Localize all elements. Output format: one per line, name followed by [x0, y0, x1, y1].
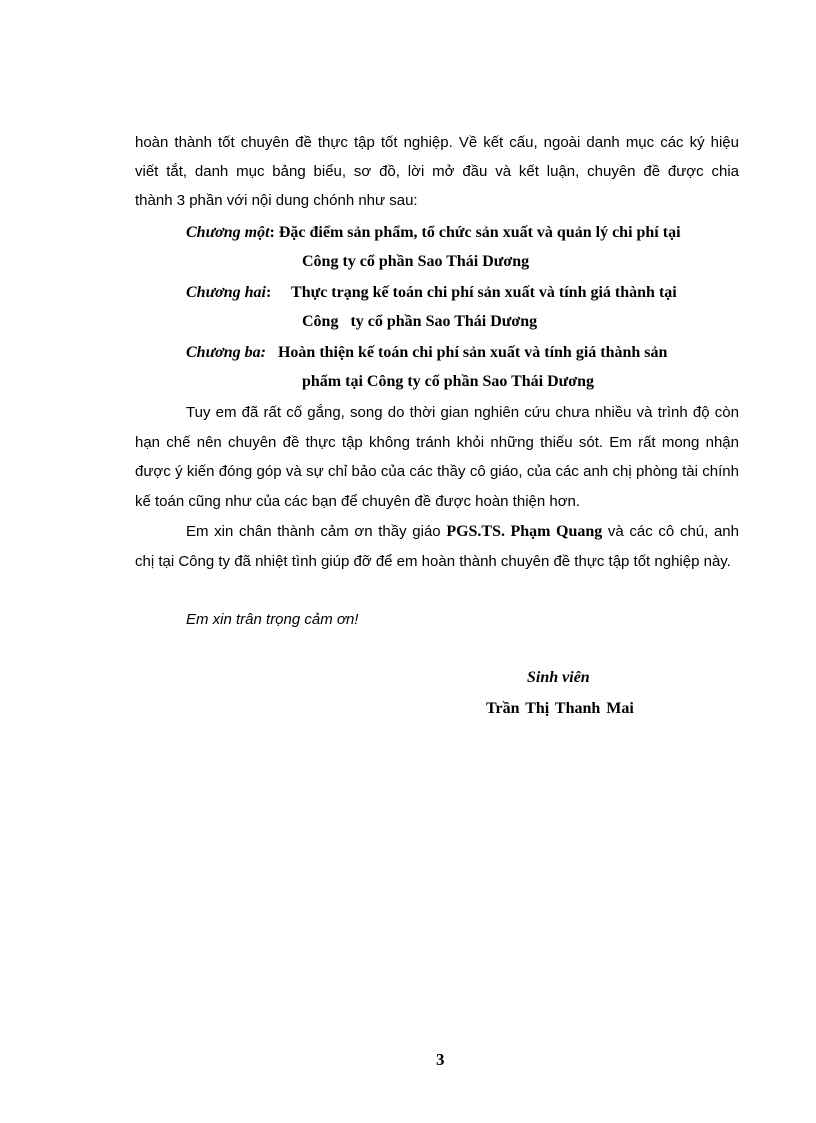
chapter-one — [186, 218, 740, 276]
chapter-one-label: Chương một — [186, 224, 270, 241]
intro-line-3: thành 3 phần với nội dung chónh như sau: — [135, 192, 418, 209]
chapter-three-label: Chương ba: — [186, 344, 266, 361]
chapter-two-label: Chương hai — [186, 284, 266, 301]
signature-name: Trần Thị Thanh Mai — [486, 700, 634, 717]
paragraph-2-before: Em xin chân thành cảm ơn thầy giáo — [186, 523, 447, 540]
chapter-one-title-line-1: Đặc điểm sản phẩm, tổ chức sản xuất và quản lý chi phí tại — [278, 224, 681, 241]
intro-paragraph — [135, 128, 739, 215]
chapter-one-separator: : — [269, 224, 279, 241]
page-number: 3 — [436, 1050, 445, 1069]
intro-line-1: hoàn thành tốt chuyên đề thực tập tốt nghiệp. Về kết cấu, ngoài danh mục các ký hiệu — [135, 134, 739, 151]
signature-title: Sinh viên — [527, 669, 590, 686]
chapter-three-title-line-2: phẩm tại Công ty cổ phần Sao Thái Dương — [302, 373, 595, 390]
chapter-one-title-line-2: Công ty cổ phần Sao Thái Dương — [302, 253, 530, 270]
chapter-two-separator: : — [265, 284, 292, 301]
intro-line-2: viết tắt, danh mục bảng biểu, sơ đồ, lời mở đầu và kết luận, chuyên đề được chia — [135, 163, 739, 180]
chapter-two-title-line-2: Công ty cổ phần Sao Thái Dương — [302, 313, 538, 330]
chapter-three — [186, 338, 740, 396]
body-paragraph-1: Tuy em đã rất cố gắng, song do thời gian nghiên cứu chưa nhiều và trình độ còn hạn chế nên chuyên đề thực tập không tránh khỏi những thiếu sót. Em rất mong nhận được ý kiến đóng góp và sự chỉ bảo của các thầy cô giáo, của các anh chị phòng tài chính kế toán cũng như của các bạn để chuyên đề được hoàn thiện hơn. — [135, 404, 739, 510]
closing-thanks: Em xin trân trọng cảm ơn! — [186, 611, 359, 628]
chapter-two-title-line-1: Thực trạng kế toán chi phí sản xuất và tính giá thành tại — [291, 284, 677, 301]
chapter-three-separator — [266, 344, 278, 361]
paragraph-2-after: và các cô chú, anh chị tại Công ty đã nhiệt tình giúp đỡ để em hoàn thành chuyên đề thực tập tốt nghiệp này. — [135, 523, 739, 570]
advisor-name: PGS.TS. Phạm Quang — [446, 523, 603, 540]
chapter-two — [186, 278, 740, 336]
body-paragraph-2 — [135, 517, 739, 576]
chapter-three-title-line-1: Hoàn thiện kế toán chi phí sản xuất và tính giá thành sản — [277, 344, 668, 361]
